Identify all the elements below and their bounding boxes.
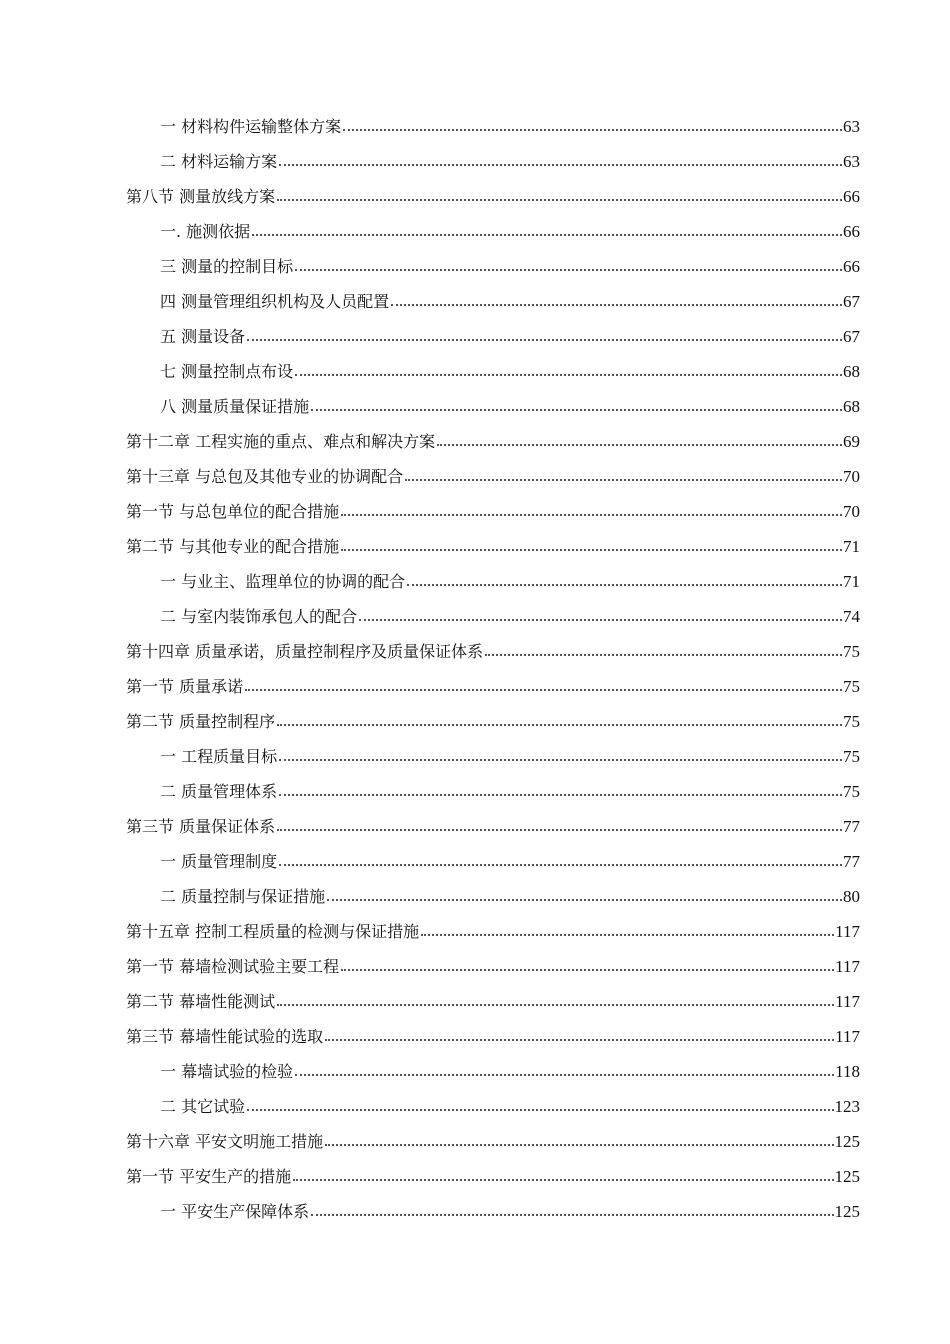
toc-entry-title: 四 测量管理组织机构及人员配置 <box>160 292 390 311</box>
toc-page-number: 77 <box>843 852 860 871</box>
toc-entry[interactable] <box>126 599 860 634</box>
dot-leader <box>407 572 842 586</box>
toc-entry[interactable] <box>126 1194 860 1229</box>
toc-entry-title: 一 质量管理制度 <box>160 852 278 871</box>
toc-page-number: 125 <box>834 1132 860 1151</box>
toc-entry[interactable] <box>126 704 860 739</box>
toc-entry-title: 二 质量控制与保证措施 <box>160 887 326 906</box>
toc-entry[interactable] <box>126 354 860 389</box>
toc-entry[interactable] <box>126 669 860 704</box>
toc-entry-title: 第一节 幕墙检测试验主要工程 <box>126 957 340 976</box>
toc-entry[interactable] <box>126 949 860 984</box>
dot-leader <box>359 607 842 621</box>
toc-page-number: 75 <box>843 782 860 801</box>
toc-entry-title: 第十五章 控制工程质量的检测与保证措施 <box>126 922 420 941</box>
dot-leader <box>245 677 842 691</box>
toc-entry-title: 第十二章 工程实施的重点、难点和解决方案 <box>126 432 436 451</box>
toc-page-number: 66 <box>843 187 860 206</box>
toc-entry-title: 一. 施测依据 <box>160 222 251 241</box>
dot-leader <box>421 922 834 936</box>
toc-entry-title: 一 材料构件运输整体方案 <box>160 117 342 136</box>
dot-leader <box>247 1097 833 1111</box>
toc-page-number: 77 <box>843 817 860 836</box>
toc-page-number: 117 <box>835 922 860 941</box>
toc-page-number: 75 <box>843 677 860 696</box>
toc-entry-title: 一 幕墙试验的检验 <box>160 1062 294 1081</box>
toc-entry-title: 七 测量控制点布设 <box>160 362 294 381</box>
dot-leader <box>341 502 842 516</box>
dot-leader <box>311 1202 833 1216</box>
dot-leader <box>252 222 842 236</box>
toc-entry-title: 第二节 与其他专业的配合措施 <box>126 537 340 556</box>
toc-page-number: 75 <box>843 712 860 731</box>
dot-leader <box>279 152 842 166</box>
toc-entry[interactable] <box>126 424 860 459</box>
toc-entry[interactable] <box>126 984 860 1019</box>
dot-leader <box>247 327 842 341</box>
dot-leader <box>405 467 842 481</box>
toc-entry-title: 第八节 测量放线方案 <box>126 187 276 206</box>
toc-entry[interactable] <box>126 564 860 599</box>
toc-entry[interactable] <box>126 284 860 319</box>
toc-entry-title: 第十三章 与总包及其他专业的协调配合 <box>126 467 404 486</box>
dot-leader <box>277 712 842 726</box>
toc-page-number: 66 <box>843 257 860 276</box>
toc-entry-title: 五 测量设备 <box>160 327 246 346</box>
dot-leader <box>327 887 842 901</box>
toc-entry[interactable] <box>126 739 860 774</box>
toc-entry[interactable] <box>126 494 860 529</box>
toc-entry[interactable] <box>126 249 860 284</box>
table-of-contents <box>126 109 860 1229</box>
toc-page-number: 69 <box>843 432 860 451</box>
toc-page-number: 71 <box>843 572 860 591</box>
toc-entry-title: 第十四章 质量承诺，质量控制程序及质量保证体系 <box>126 642 484 661</box>
toc-entry[interactable] <box>126 389 860 424</box>
dot-leader <box>279 747 842 761</box>
toc-entry-title: 一 平安生产保障体系 <box>160 1202 310 1221</box>
toc-entry-title: 二 质量管理体系 <box>160 782 278 801</box>
toc-page-number: 66 <box>843 222 860 241</box>
toc-entry[interactable] <box>126 529 860 564</box>
dot-leader <box>277 187 842 201</box>
dot-leader <box>325 1027 834 1041</box>
dot-leader <box>293 1167 833 1181</box>
toc-page-number: 68 <box>843 362 860 381</box>
toc-page-number: 68 <box>843 397 860 416</box>
toc-entry-title: 一 工程质量目标 <box>160 747 278 766</box>
toc-page-number: 117 <box>835 957 860 976</box>
toc-entry[interactable] <box>126 1159 860 1194</box>
dot-leader <box>295 1062 834 1076</box>
dot-leader <box>311 397 842 411</box>
toc-entry-title: 二 其它试验 <box>160 1097 246 1116</box>
toc-entry-title: 第一节 平安生产的措施 <box>126 1167 292 1186</box>
dot-leader <box>279 782 842 796</box>
dot-leader <box>437 432 842 446</box>
toc-entry[interactable] <box>126 809 860 844</box>
toc-page-number: 118 <box>835 1062 860 1081</box>
toc-entry[interactable] <box>126 634 860 669</box>
toc-entry[interactable] <box>126 1124 860 1159</box>
dot-leader <box>277 817 842 831</box>
toc-entry[interactable] <box>126 109 860 144</box>
toc-page-number: 117 <box>835 1027 860 1046</box>
toc-entry[interactable] <box>126 144 860 179</box>
toc-entry-title: 第二节 质量控制程序 <box>126 712 276 731</box>
toc-page-number: 125 <box>834 1167 860 1186</box>
toc-entry[interactable] <box>126 1019 860 1054</box>
toc-entry-title: 一 与业主、监理单位的协调的配合 <box>160 572 406 591</box>
toc-entry[interactable] <box>126 459 860 494</box>
toc-entry[interactable] <box>126 319 860 354</box>
toc-entry-title: 八 测量质量保证措施 <box>160 397 310 416</box>
toc-page-number: 123 <box>834 1097 860 1116</box>
dot-leader <box>277 992 834 1006</box>
dot-leader <box>485 642 842 656</box>
dot-leader <box>391 292 842 306</box>
toc-entry[interactable] <box>126 214 860 249</box>
toc-entry-title: 第二节 幕墙性能测试 <box>126 992 276 1011</box>
toc-page-number: 63 <box>843 152 860 171</box>
dot-leader <box>295 362 842 376</box>
toc-entry-title: 第十六章 平安文明施工措施 <box>126 1132 324 1151</box>
dot-leader <box>343 117 842 131</box>
toc-page-number: 67 <box>843 292 860 311</box>
toc-page-number: 80 <box>843 887 860 906</box>
toc-page-number: 75 <box>843 747 860 766</box>
toc-entry-title: 二 与室内装饰承包人的配合 <box>160 607 358 626</box>
toc-page-number: 117 <box>835 992 860 1011</box>
toc-page-number: 70 <box>843 502 860 521</box>
dot-leader <box>341 537 842 551</box>
dot-leader <box>295 257 842 271</box>
toc-entry-title: 第三节 幕墙性能试验的选取 <box>126 1027 324 1046</box>
toc-page-number: 71 <box>843 537 860 556</box>
toc-page-number: 74 <box>843 607 860 626</box>
toc-entry[interactable] <box>126 1054 860 1089</box>
toc-entry-title: 第三节 质量保证体系 <box>126 817 276 836</box>
toc-entry[interactable] <box>126 179 860 214</box>
dot-leader <box>279 852 842 866</box>
toc-entry[interactable] <box>126 1089 860 1124</box>
toc-page-number: 63 <box>843 117 860 136</box>
toc-entry-title: 第一节 质量承诺 <box>126 677 244 696</box>
dot-leader <box>325 1132 833 1146</box>
toc-entry[interactable] <box>126 879 860 914</box>
toc-entry[interactable] <box>126 774 860 809</box>
toc-entry-title: 二 材料运输方案 <box>160 152 278 171</box>
toc-page-number: 125 <box>834 1202 860 1221</box>
toc-page-number: 75 <box>843 642 860 661</box>
toc-page-number: 70 <box>843 467 860 486</box>
toc-entry-title: 第一节 与总包单位的配合措施 <box>126 502 340 521</box>
toc-entry-title: 三 测量的控制目标 <box>160 257 294 276</box>
toc-entry[interactable] <box>126 914 860 949</box>
toc-entry[interactable] <box>126 844 860 879</box>
dot-leader <box>341 957 834 971</box>
toc-page-number: 67 <box>843 327 860 346</box>
